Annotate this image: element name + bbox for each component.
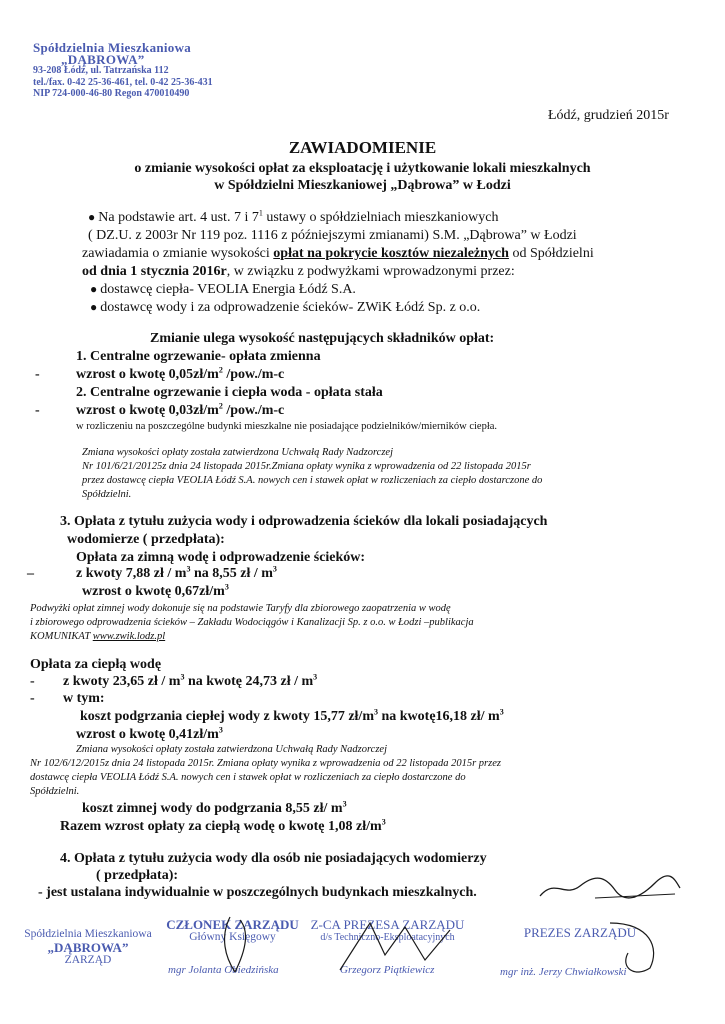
subtitle-line-1: o zmianie wysokości opłat za eksploatację i użytkowanie lokali mieszkalnych: [134, 161, 591, 176]
hot-water-dash-2: -: [30, 691, 35, 706]
item2-dash: -: [35, 403, 40, 418]
item1-dash: -: [35, 367, 40, 382]
intro-line-3: zawiadamia o zmianie wysokości opłat na pokrycie kosztów niezależnych od Spółdzielni: [82, 246, 594, 261]
resolution-note-2-line-3: dostawcę ciepła VEOLIA Łódź S.A. nowych cen i stawek opłat w rozliczeniach za ciepło dostarczone do: [30, 772, 466, 783]
cold-water-change: z kwoty 7,88 zł / $m^3$ na 8,55 zł / $m^3$: [76, 564, 277, 581]
board-member-stamp: CZŁONEK ZARZĄDU Główny Księgowy: [166, 917, 299, 943]
hot-water-including: w tym:: [63, 691, 105, 706]
heating-cost-rise: wzrost o kwotę $0,41zł/m^3$: [76, 725, 223, 742]
vice-president-stamp: Z-CA PREZESA ZARZĄDU d/s Techniczno-Eksploatacyjnych: [310, 917, 465, 943]
item4-title-2: ( przedpłata):: [96, 868, 179, 883]
intro-line-1: ● Na podstawie art. 4 ust. 7 i $7^1$ ustawy o spółdzielniach mieszkaniowych: [88, 208, 499, 225]
resolution-note-1-line-2: Nr 101/6/21/20125z dnia 24 listopada 2015r.Zmiana opłaty wynika z wprowadzenia od 22 listopada 2015r: [82, 461, 531, 472]
item4-text: - jest ustalana indywidualnie w poszczególnych budynkach mieszkalnych.: [38, 885, 477, 900]
stamp-line-3: 93-208 Łódź, ul. Tatrzańska 112: [33, 65, 169, 76]
bullet-icon: ●: [88, 210, 96, 224]
changes-heading: Zmianie ulega wysokość następujących składników opłat:: [150, 331, 495, 346]
hot-water-total-rise: Razem wzrost opłaty za ciepłą wodę o kwotę 1,08 $zł/m^3$: [60, 817, 386, 834]
supplier-water: ● dostawcę wody i za odprowadzenie ścieków- ZWiK Łódź Sp. z o.o.: [90, 300, 481, 315]
item3-title-1: 3. Opłata z tytułu zużycia wody i odprowadzenia ścieków dla lokali posiadających: [60, 514, 548, 529]
supplier-heat: ● dostawcę ciepła- VEOLIA Energia Łódź S.A.: [90, 282, 356, 297]
stamp-line-5: NIP 724-000-46-80 Regon 470010490: [33, 88, 190, 99]
resolution-note-2-line-4: Spółdzielni.: [30, 786, 80, 797]
resolution-note-2-line-1: Zmiana wysokości opłaty została zatwierdzona Uchwałą Rady Nadzorczej: [76, 744, 388, 755]
tariff-note-line-1: Podwyżki opłat zimnej wody dokonuje się na podstawie Taryfy dla zbiorowego zaopatrzenia w wodę: [30, 603, 451, 614]
bullet-icon: ●: [90, 282, 98, 296]
board-member-name: mgr Jolanta Obiedzińska: [168, 964, 279, 976]
stamp-line-4: tel./fax. 0-42 25-36-461, tel. 0-42 25-36-431: [33, 76, 213, 88]
heating-cost-change: koszt podgrzania ciepłej wody z kwoty 15,77 $zł/m^3$ na kwotę16,18 zł/ $m^3$: [80, 707, 504, 724]
president-signature: [590, 918, 665, 978]
board-member-signature: [190, 912, 280, 982]
board-stamp: Spółdzielnia Mieszkaniowa „DĄBROWA” ZARZĄD: [24, 928, 152, 966]
item3-subtitle: Opłata za zimną wodę i odprowadzenie ścieków:: [76, 550, 366, 565]
president-name: mgr inż. Jerzy Chwiałkowski: [500, 966, 627, 978]
hot-water-dash-1: -: [30, 674, 35, 689]
hot-water-title: Opłata za ciepłą wodę: [30, 657, 162, 672]
signature-scribble: [535, 868, 685, 908]
subtitle-line-2: w Spółdzielni Mieszkaniowej „Dąbrowa” w Łodzi: [214, 178, 511, 193]
item4-title-1: 4. Opłata z tytułu zużycia wody dla osób nie posiadających wodomierzy: [60, 851, 487, 866]
item1-title: 1. Centralne ogrzewanie- opłata zmienna: [76, 349, 321, 364]
bullet-icon: ●: [90, 300, 98, 314]
item3-title-2: wodomierze ( przedpłata):: [67, 532, 225, 547]
vice-president-name: Grzegorz Piątkiewicz: [340, 964, 435, 976]
item1-rise: wzrost o kwotę $0,05zł/m^2$ /pow./m-c: [76, 365, 285, 382]
intro-line-2: ( DZ.U. z 2003r Nr 119 poz. 1116 z późniejszymi zmianami) S.M. „Dąbrowa” w Łodzi: [88, 228, 577, 243]
stamp-line-2: „DĄBROWA”: [61, 51, 145, 67]
vice-president-signature: [330, 915, 470, 980]
item3-dash: –: [27, 566, 34, 581]
president-stamp: PREZES ZARZĄDU: [523, 925, 637, 940]
resolution-note-2-line-2: Nr 102/6/12/2015z dnia 24 listopada 2015r. Zmiana opłaty wynika z wprowadzenia od 22 listopada 2015r przez: [30, 758, 501, 769]
tariff-note-line-3: KOMUNIKAT www.zwik.lodz.pl: [30, 631, 166, 642]
item2-title: 2. Centralne ogrzewanie i ciepła woda - opłata stała: [76, 385, 383, 400]
cold-water-for-heating: koszt zimnej wody do podgrzania 8,55 zł/ $m^3$: [82, 799, 347, 816]
tariff-note-line-2: i zbiorowego odprowadzenia ścieków – Zakładu Wodociągów i Kanalizacji Sp. z o.o. w Łodzi –publikacja: [30, 617, 474, 628]
cooperative-stamp: [33, 42, 293, 100]
resolution-note-1-line-4: Spółdzielni.: [82, 489, 132, 500]
document-title: ZAWIADOMIENIE: [288, 138, 437, 157]
zwik-link[interactable]: www.zwik.lodz.pl: [92, 631, 166, 642]
document-date: Łódź, grudzień 2015r: [548, 108, 669, 123]
intro-line-4: od dnia 1 stycznia 2016r, w związku z podwyżkami wprowadzonymi przez:: [82, 264, 515, 279]
item2-rise: wzrost o kwotę $0,03zł/m^2$ /pow./m-c: [76, 401, 285, 418]
document-subtitle: [0, 160, 725, 194]
cold-water-rise: wzrost o kwotę $0,67zł/m^3$: [82, 582, 229, 599]
resolution-note-1-line-3: przez dostawcę ciepła VEOLIA Łódź S.A. nowych cen i stawek opłat w rozliczeniach za ciepło dostarczone do: [82, 475, 543, 486]
stamp-line-1: Spółdzielnia Mieszkaniowa: [33, 40, 192, 55]
hot-water-change: z kwoty 23,65 zł / $m^3$ na kwotę 24,73 zł / $m^3$: [63, 672, 318, 689]
item2-note: w rozliczeniu na poszczególne budynki mieszkalne nie posiadające podzielników/mierników ciepła.: [76, 421, 498, 432]
resolution-note-1-line-1: Zmiana wysokości opłaty została zatwierdzona Uchwałą Rady Nadzorczej: [82, 447, 394, 458]
